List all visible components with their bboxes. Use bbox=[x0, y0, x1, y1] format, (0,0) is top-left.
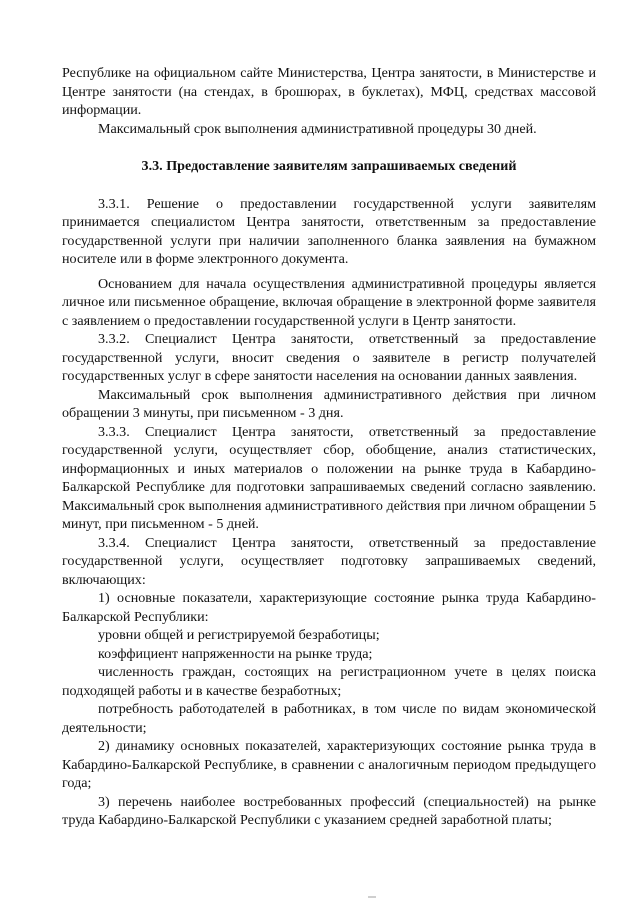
paragraph-info-channels: Республике на официальном сайте Министерства, Центра занятости, в Министерстве и Центре занятости (на стендах, в брошюрах, в буклетах), МФЦ, средствах массовой информации. bbox=[62, 65, 596, 118]
document-body bbox=[62, 64, 596, 830]
list-subitem-unemployment: уровни общей и регистрируемой безработицы; bbox=[98, 627, 380, 643]
paragraph-3-3-4: 3.3.4. Специалист Центра занятости, ответственный за предоставление государственной услуги, осуществляет подготовку запрашиваемых сведений, включающих: bbox=[62, 534, 596, 588]
paragraph-3-3-1: 3.3.1. Решение о предоставлении государственной услуги заявителям принимается специалистом Центра занятости, ответственным за предоставление государственной услуги при наличии заполненного бланка заявления на бумажном носителе или в форме электронного документа. bbox=[62, 195, 596, 267]
paragraph-procedure-deadline: Максимальный срок выполнения административной процедуры 30 дней. bbox=[98, 120, 537, 137]
list-item-3: 3) перечень наиболее востребованных профессий (специальностей) на рынке труда Кабардино-Балкарской Республики с указанием средней заработной платы; bbox=[62, 793, 596, 828]
paragraph-3-3-2: 3.3.2. Специалист Центра занятости, ответственный за предоставление государственной услуги, вносит сведения о заявителе в регистр получателей государственных услуг в сфере занятости населения на основании данных заявления. bbox=[62, 331, 596, 384]
list-subitem-registered: численность граждан, состоящих на регистрационном учете в целях поиска подходящей работы и в качестве безработных; bbox=[62, 664, 596, 699]
paragraph-action-deadline-3-3-2: Максимальный срок выполнения административного действия при личном обращении 3 минуты, при письменном - 3 дня. bbox=[62, 386, 596, 421]
list-subitem-tension: коэффициент напряженности на рынке труда; bbox=[98, 645, 373, 662]
list-item-2: 2) динамику основных показателей, характеризующих состояние рынка труда в Кабардино-Балкарской Республике, в сравнении с аналогичным периодом предыдущего года; bbox=[62, 738, 596, 791]
list-item-1: 1) основные показатели, характеризующие состояние рынка труда Кабардино-Балкарской Республики: bbox=[62, 590, 596, 625]
scan-artifact bbox=[368, 896, 376, 898]
section-heading-3-3: 3.3. Предоставление заявителям запрашиваемых сведений bbox=[141, 158, 517, 174]
paragraph-procedure-basis: Основанием для начала осуществления административной процедуры является личное или письменное обращение, включая обращение в электронной форме заявителя с заявлением о предоставлении государственной услуги в Центр занятости. bbox=[62, 275, 596, 329]
paragraph-3-3-3: 3.3.3. Специалист Центра занятости, ответственный за предоставление государственной услуги, осуществляет сбор, обобщение, анализ статистических, информационных и иных материалов о положении на рынке труда в Кабардино-Балкарской Республике для подготовки запрашиваемых сведений согласно заявлению. Максимальный срок выполнения административного действия при личном обращении 5 минут, при письменном - 5 дней. bbox=[62, 423, 596, 532]
list-subitem-employer-demand: потребность работодателей в работниках, в том числе по видам экономической деятельности; bbox=[62, 701, 596, 736]
